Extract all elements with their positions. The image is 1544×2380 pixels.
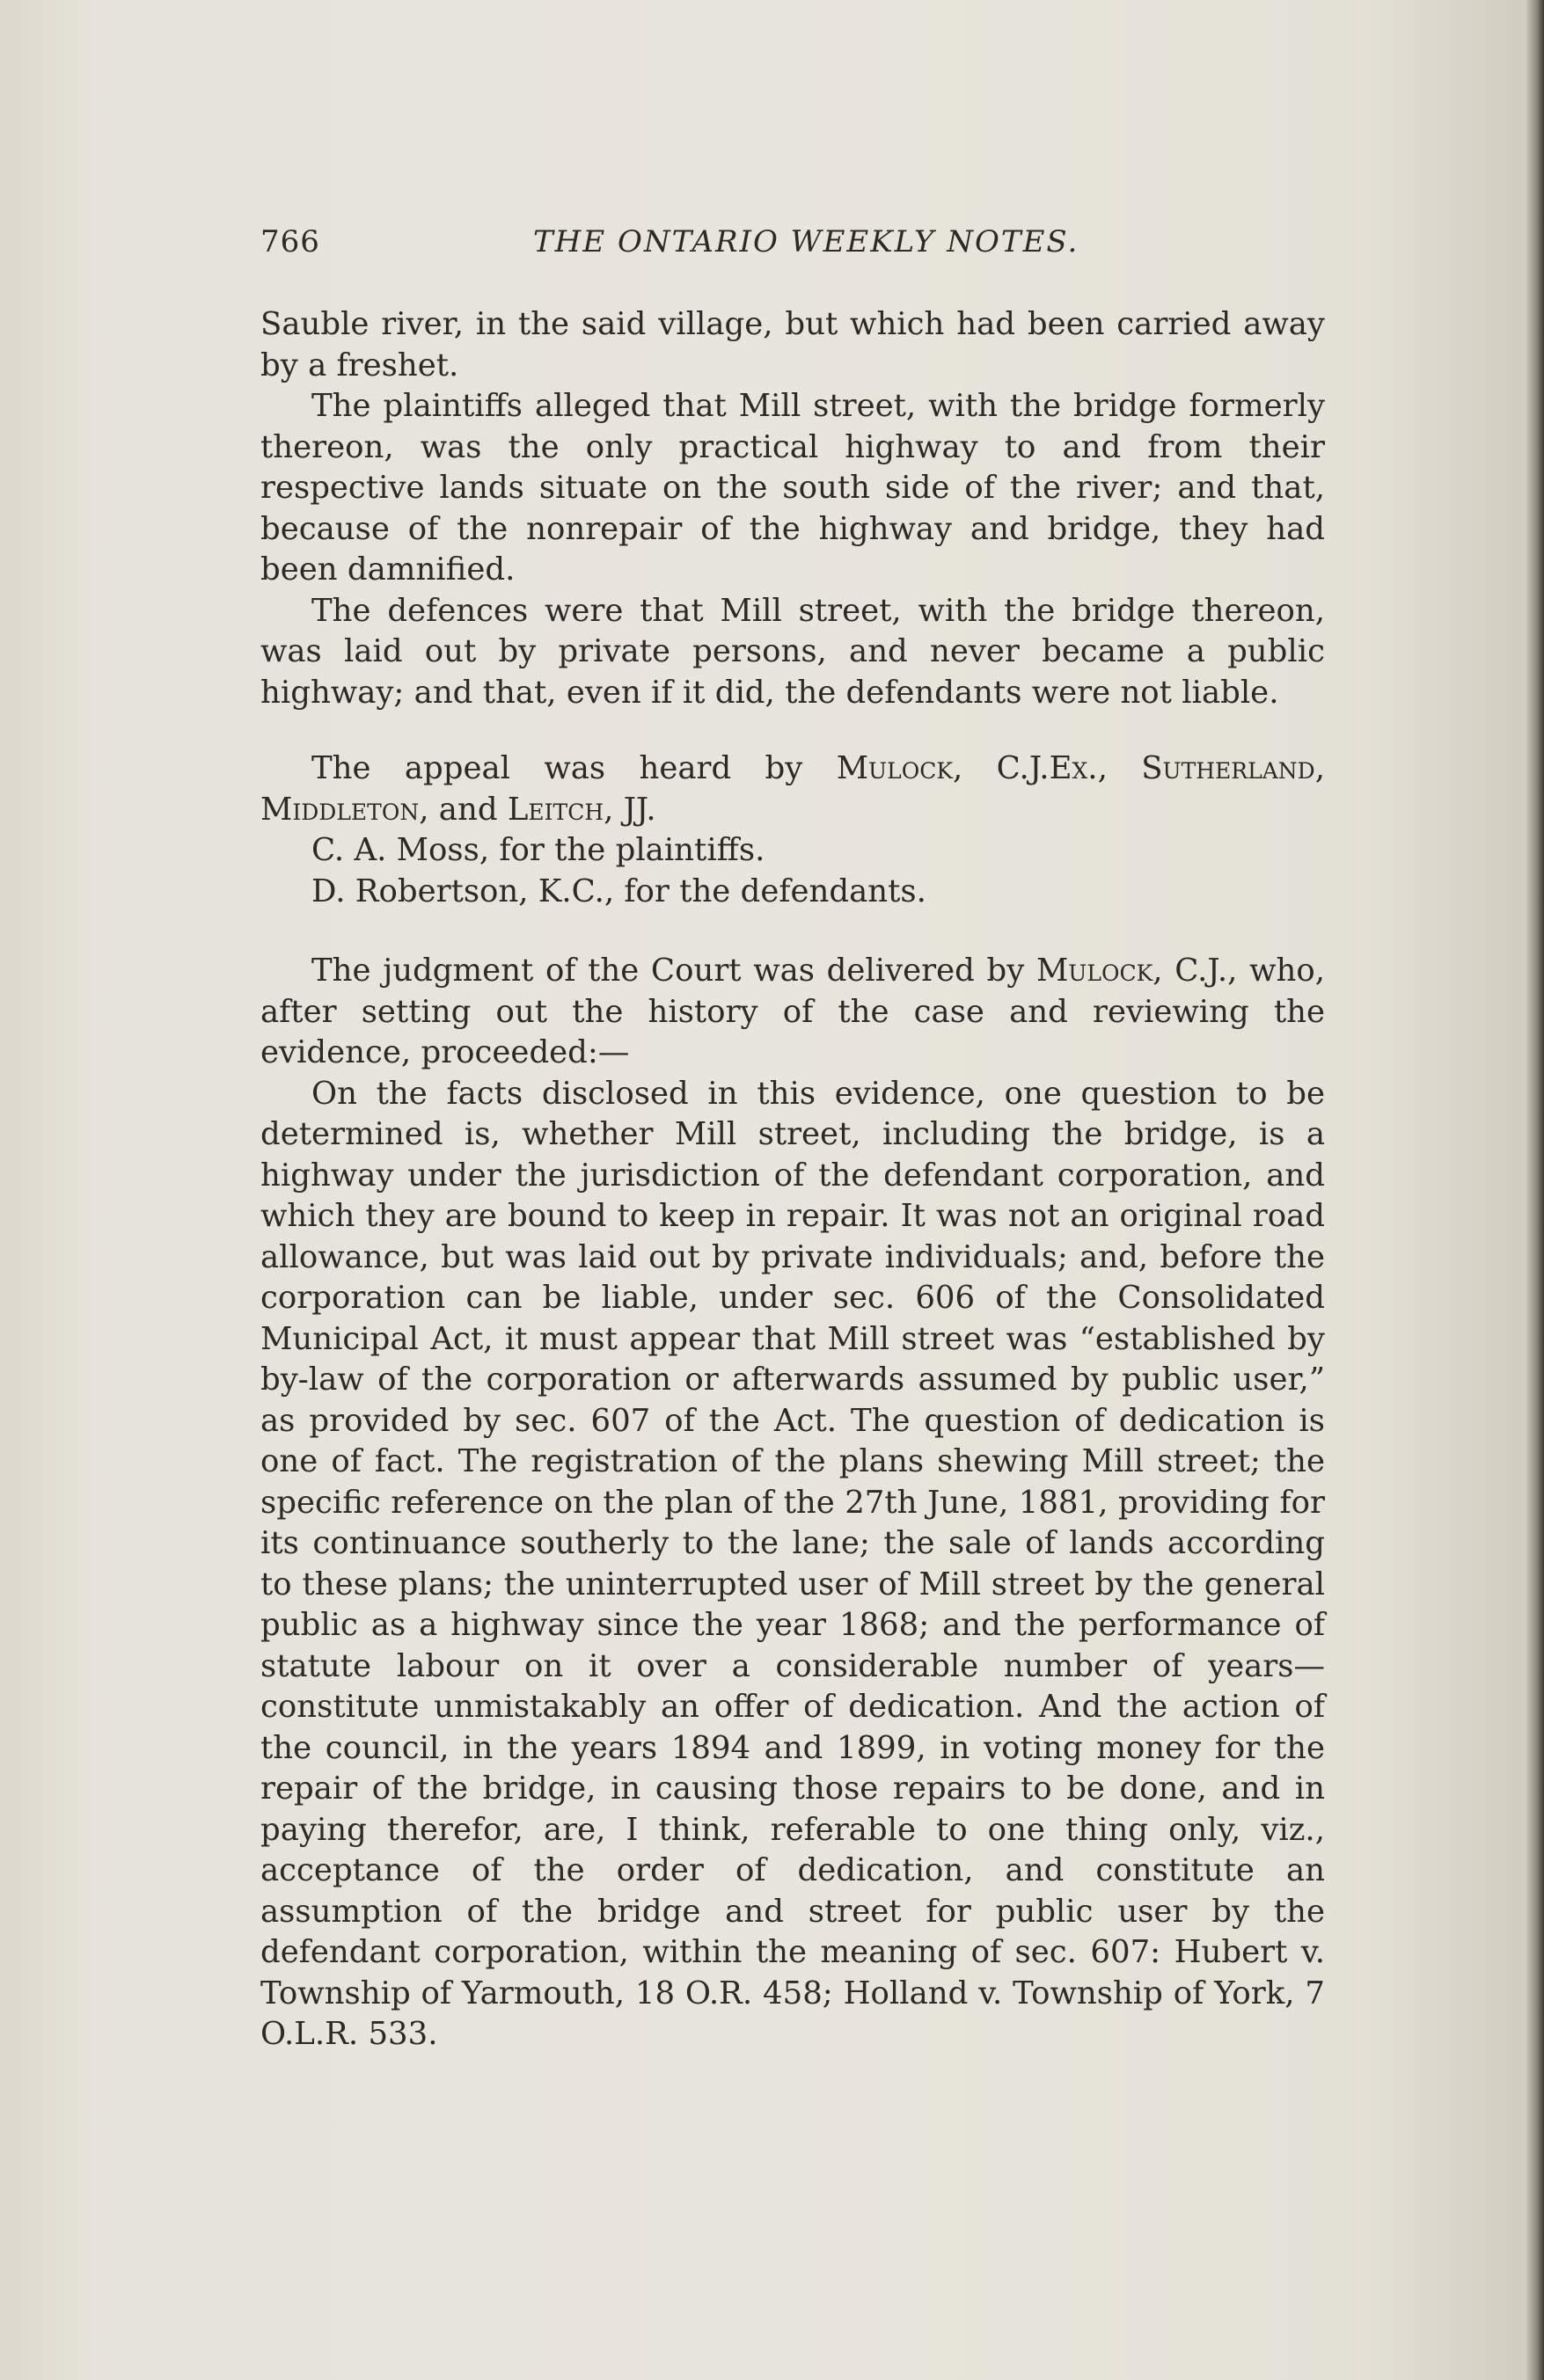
paragraph-continuation: Sauble river, in the said village, but which had been carried away by a freshet. — [260, 306, 1325, 383]
judgment-rest-text: who, after setting out the history of the case and reviewing the evidence, proceeded:— — [260, 953, 1325, 1070]
paragraph-plaintiffs-allegation: The plaintiffs alleged that Mill street, with the bridge formerly thereon, was the only practical highway to and from their respective lands situate on the south side of the river; and that, because of the nonrepair of the highway and bridge, they had been damnified. — [260, 388, 1325, 588]
body-text — [260, 304, 1325, 2055]
page-header — [260, 224, 1325, 263]
appeal-intro-text: The appeal was heard by — [311, 750, 837, 786]
paragraph-defences: The defences were that Mill street, with the bridge thereon, was laid out by private persons, and never became a public highway; and that, even if it did, the defendants were not liable. — [260, 592, 1325, 711]
judgment-intro-text: The judgment of the Court was delivered by — [311, 953, 1036, 989]
counsel-defendants: D. Robertson, K.C., for the defendants. — [311, 872, 926, 909]
judges-names: Mulock, C.J.Ex., Sutherland, Middleton, — [260, 750, 1325, 828]
paragraph-judgment-reasons: On the facts disclosed in this evidence, one question to be determined is, whether Mill street, including the bridge, is a highway under the jurisdiction of the defendant corporation, and which they are bound to keep in repair. It was not an original road allowance, but was laid out by private individuals; and, before the corporation can be liable, under sec. 606 of the Consolidated Municipal Act, it must appear that Mill street was “established by by-law of the corporation or afterwards assumed by public user,” as provided by sec. 607 of the Act. The question of dedication is one of fact. The registration of the plans shewing Mill street; the specific reference on the plan of the 27th June, 1881, providing for its continuance southerly to the lane; the sale of lands according to these plans; the uninterrupted user of Mill street by the general public as a highway since the year 1868; and the performance of statute labour on it over a considerable number of years—constitute unmistakably an offer of dedication. And the action of the council, in the years 1894 and 1899, in voting money for the repair of the bridge, in causing those repairs to be done, and in paying therefor, are, I think, referable to one thing only, viz., acceptance of the order of dedication, and constitute an assumption of the bridge and street for public user by the defendant corporation, within the meaning of sec. 607: Hubert v. Township of Yarmouth, 18 O.R. 458; Holland v. Township of York, 7 O.L.R. 533. — [260, 1075, 1325, 2052]
running-title: THE ONTARIO WEEKLY NOTES. — [533, 224, 1079, 259]
paragraph-appeal-heard — [260, 748, 1325, 830]
counsel-plaintiffs: C. A. Moss, for the plaintiffs. — [311, 832, 765, 868]
judges-conjunction: and — [428, 791, 508, 828]
book-spine-shadow — [1526, 0, 1544, 2380]
last-judge-name: Leitch, JJ. — [507, 791, 656, 828]
page-number: 766 — [260, 224, 320, 259]
delivering-judge: Mulock, C.J., — [1035, 953, 1238, 989]
paragraph-judgment-delivered — [260, 951, 1325, 1074]
